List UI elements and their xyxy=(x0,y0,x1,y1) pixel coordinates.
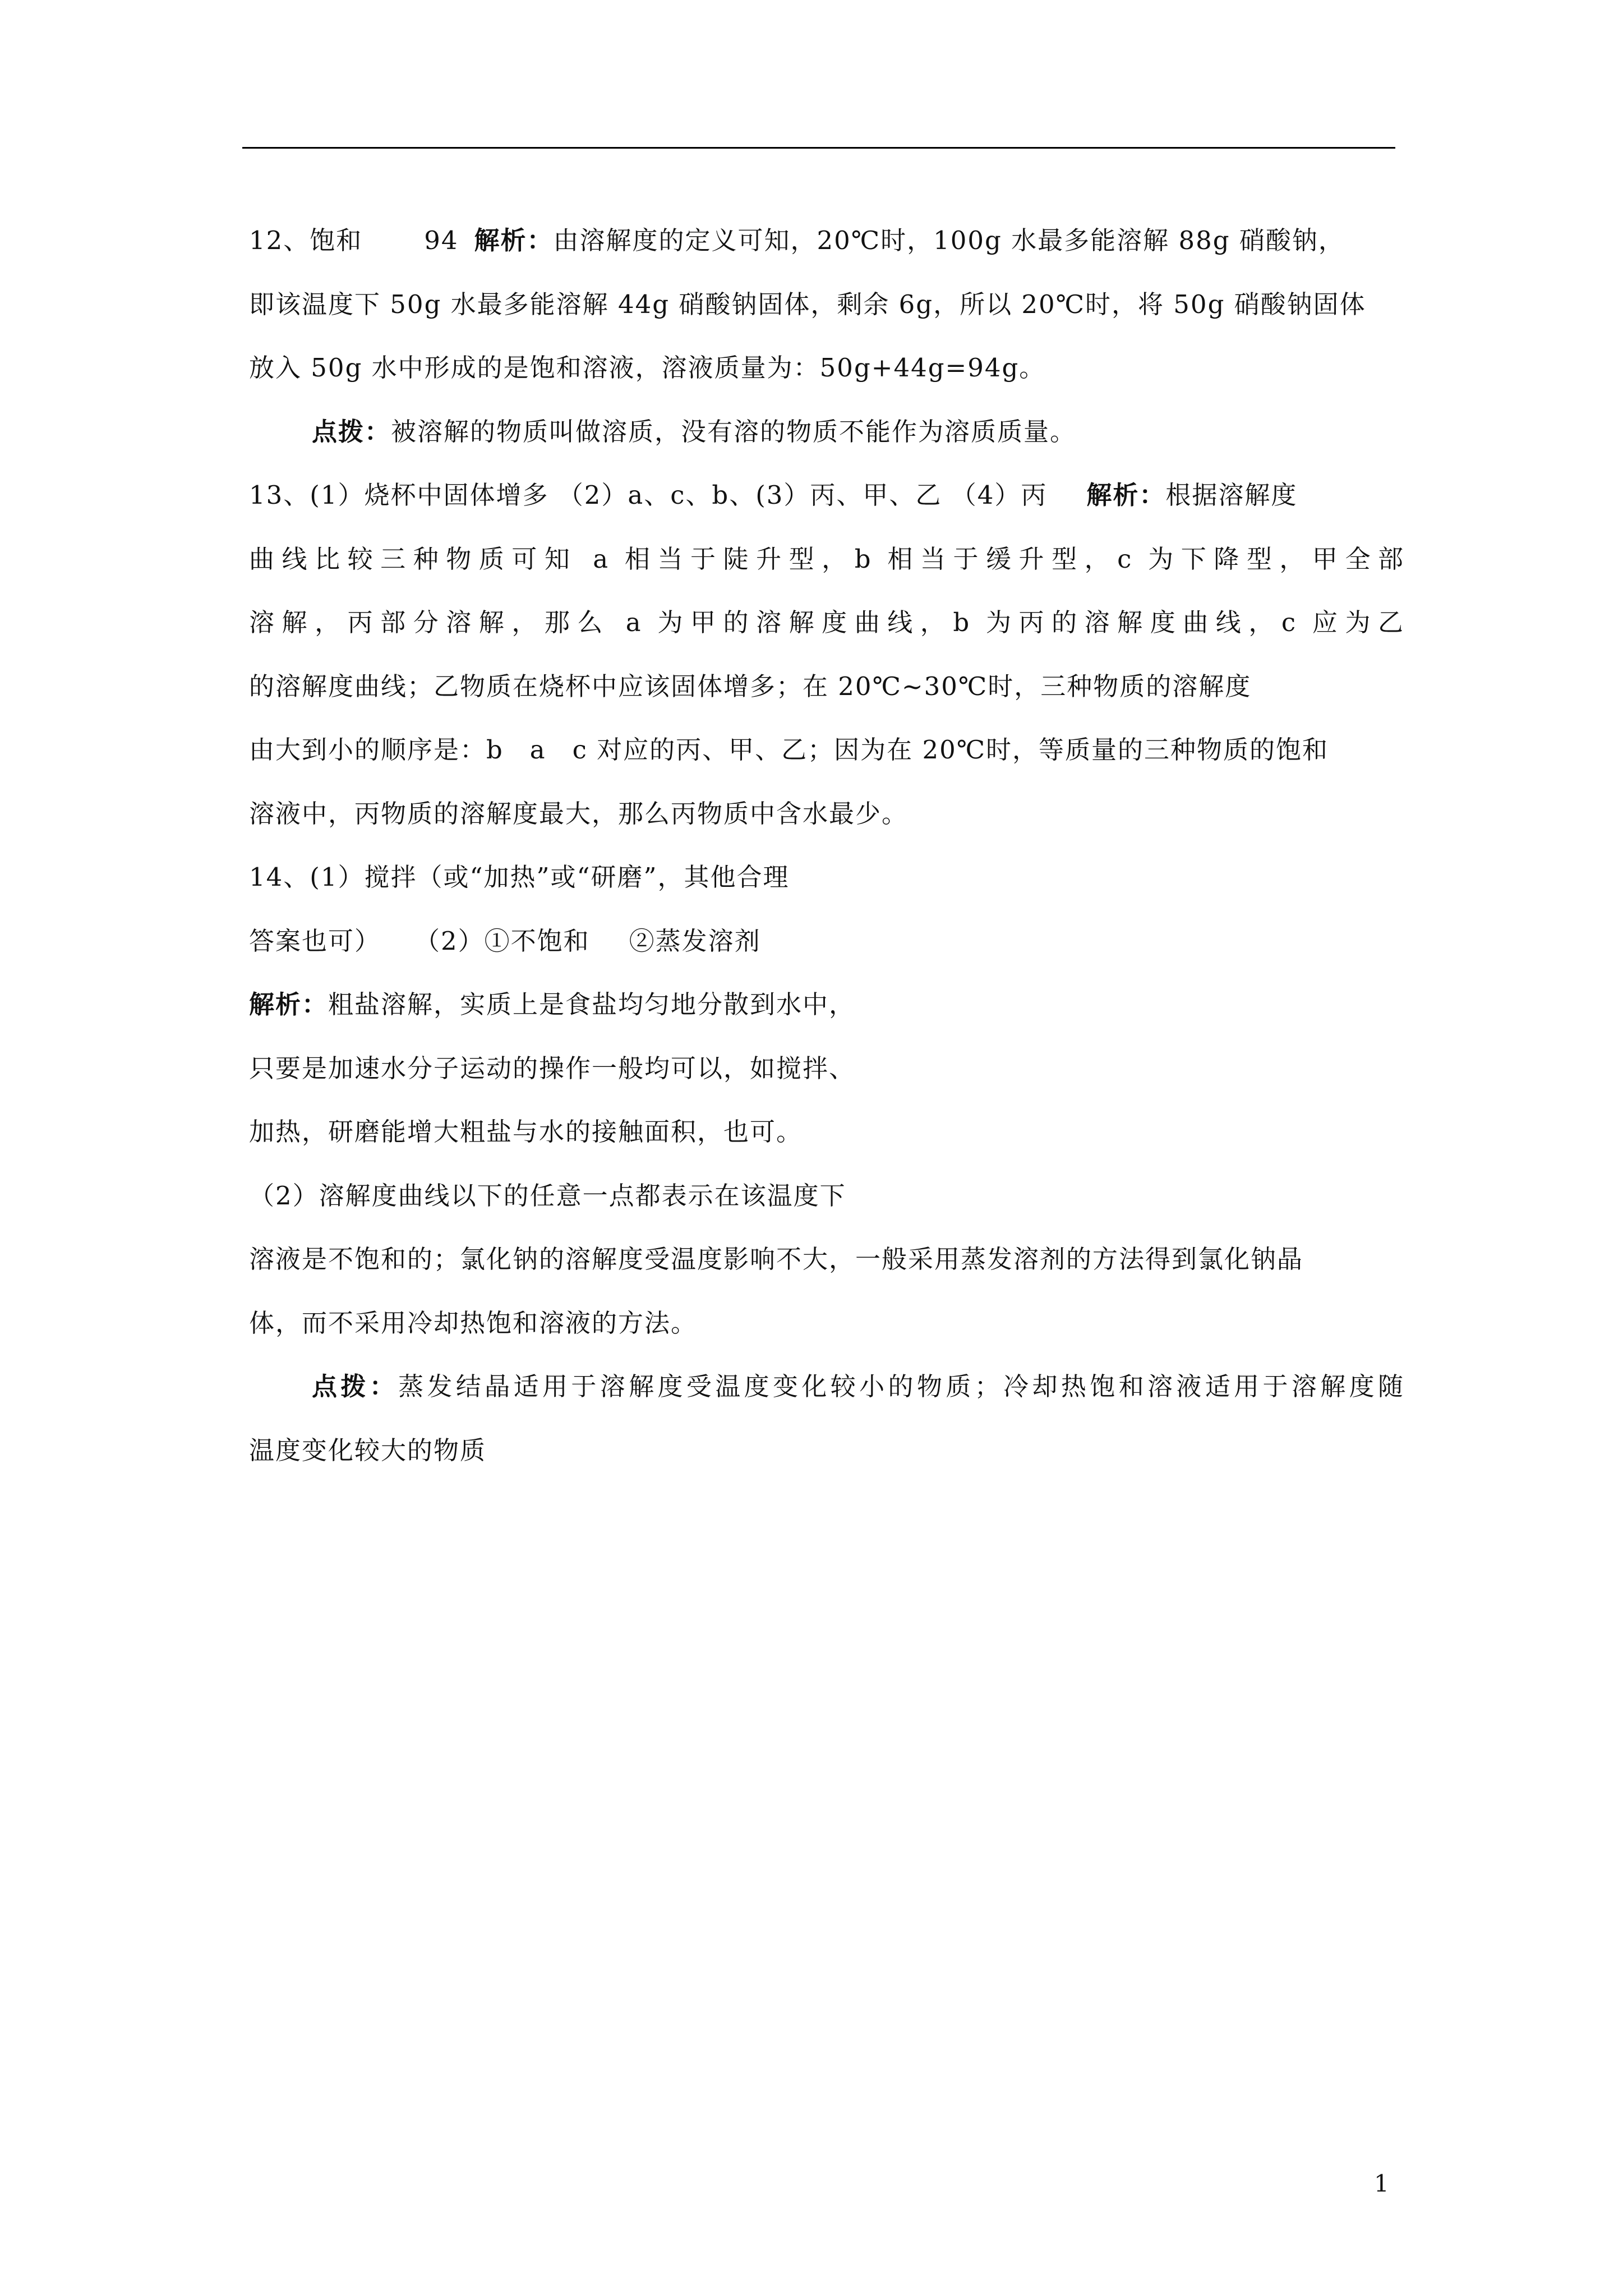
q14-line-7: 溶液是不饱和的；氯化钠的溶解度受温度影响不大，一般采用蒸发溶剂的方法得到氯化钠晶 xyxy=(249,1244,1304,1274)
header-rule xyxy=(242,147,1395,149)
q14-answer-3: ②蒸发溶剂 xyxy=(629,926,761,956)
q12-answer-value: 94 xyxy=(424,226,459,255)
q14-tip xyxy=(249,1355,1404,1419)
q12-analysis-label: 解析： xyxy=(474,226,554,255)
page-number: 1 xyxy=(1374,2170,1389,2197)
q13-line-6: 溶液中，丙物质的溶解度最大，那么丙物质中含水最少。 xyxy=(249,798,909,829)
q12-analysis-text: 由溶解度的定义可知，20℃时，100g 水最多能溶解 88g 硝酸钠， xyxy=(553,226,1345,255)
q14-analysis-text: 粗盐溶解，实质上是食盐均匀地分散到水中， xyxy=(328,990,856,1019)
document-body xyxy=(249,209,1404,1482)
q14-line-6: （2）溶解度曲线以下的任意一点都表示在该温度下 xyxy=(249,1180,846,1211)
q14-line-3 xyxy=(249,973,1404,1037)
q13-line-1 xyxy=(249,463,1404,527)
q13-line-4: 的溶解度曲线；乙物质在烧杯中应该固体增多；在 20℃~30℃时，三种物质的溶解度 xyxy=(249,671,1252,701)
q13-line-2: 曲线比较三种物质可知 a 相当于陡升型，b 相当于缓升型，c 为下降型，甲全部 xyxy=(249,544,1404,574)
q14-line-5: 加热，研磨能增大粗盐与水的接触面积，也可。 xyxy=(249,1117,803,1147)
q13-analysis-text: 根据溶解度 xyxy=(1165,480,1298,510)
q14-tip-text: 蒸发结晶适用于溶解度受温度变化较小的物质；冷却热饱和溶液适用于溶解度随 xyxy=(398,1372,1404,1401)
q13-analysis-label: 解析： xyxy=(1086,480,1166,510)
q12-tip-label: 点拨： xyxy=(312,416,391,447)
q14-analysis-label: 解析： xyxy=(249,990,329,1019)
q12-tip xyxy=(249,400,1404,464)
q14-tip-line-2: 温度变化较大的物质 xyxy=(249,1435,487,1465)
q13-answers: 13、(1）烧杯中固体增多 （2）a、c、b、(3）丙、甲、乙 （4）丙 xyxy=(249,480,1048,510)
q14-line-8: 体，而不采用冷却热饱和溶液的方法。 xyxy=(249,1308,698,1338)
q14-tip-label: 点拨： xyxy=(312,1372,399,1401)
q12-line-2: 即该温度下 50g 水最多能溶解 44g 硝酸钠固体，剩余 6g，所以 20℃时，将 50g 硝酸钠固体 xyxy=(249,289,1366,319)
q12-answer: 12、饱和 xyxy=(249,226,363,255)
q13-line-3: 溶解，丙部分溶解，那么 a 为甲的溶解度曲线，b 为丙的溶解度曲线，c 应为乙 xyxy=(249,608,1404,637)
q13-line-5: 由大到小的顺序是：b a c 对应的丙、甲、乙；因为在 20℃时，等质量的三种物质的饱和 xyxy=(249,735,1329,765)
q12-line-1 xyxy=(249,209,1404,273)
q12-tip-text: 被溶解的物质叫做溶质，没有溶的物质不能作为溶质质量。 xyxy=(391,416,1077,447)
q14-line-4: 只要是加速水分子运动的操作一般均可以，如搅拌、 xyxy=(249,1053,856,1083)
q14-line-1: 14、(1）搅拌（或“加热”或“研磨”，其他合理 xyxy=(249,862,790,892)
q14-answer-1: 答案也可） xyxy=(249,926,381,956)
q14-line-2 xyxy=(249,909,1404,973)
q12-line-3: 放入 50g 水中形成的是饱和溶液，溶液质量为：50g+44g=94g。 xyxy=(249,353,1046,383)
q14-answer-2: （2）①不饱和 xyxy=(414,926,590,956)
